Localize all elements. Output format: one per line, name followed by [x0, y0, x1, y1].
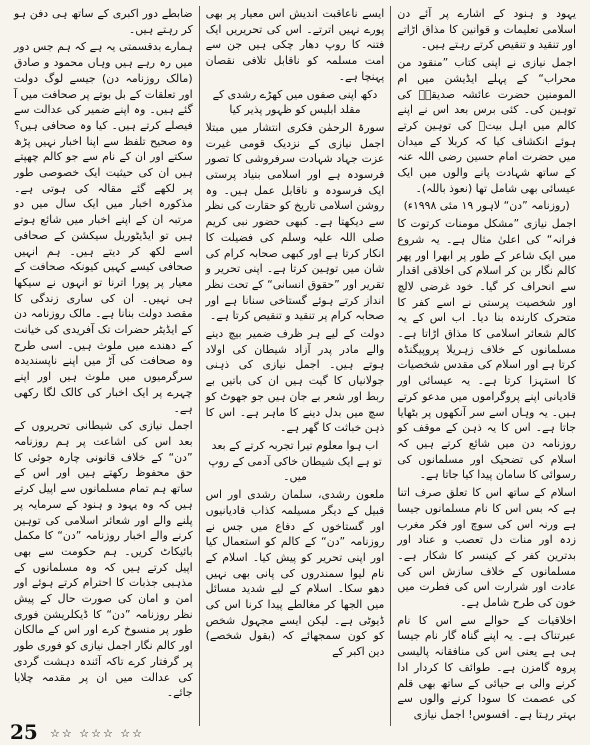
page-footer: [0, 721, 590, 743]
page-number: 25: [10, 720, 38, 744]
column-right: [391, 6, 582, 726]
column-left: [8, 6, 200, 726]
verse: دکھ اپنی صفوں میں کھڑے رشدی کے مقلد ابلیس کو ظہور پذیر کیا: [212, 87, 378, 117]
paragraph: ضابطے دور اکبری کے ساتھ ہی دفن ہو کر رہتے ہیں۔: [13, 7, 193, 36]
paragraph: دولت کے لیے ہر ظرف ضمیر بیچ دینے والے مادر پدر آزاد شیطان کی اولاد ہوتے ہیں۔ اجمل نیازی کی ذہنی جولانیاں کا گیت ہیں ان کی باتیں بے ربط اور شعر بے جان ہیں جو جھوٹ کو سچ میں بدل دینے کا ماہر ہے۔ اس کا ذہن خباثت کا گھر ہے۔: [205, 327, 385, 435]
separator-stars: ☆☆ ☆☆☆ ☆☆: [50, 727, 145, 740]
text-columns: [8, 6, 582, 726]
paragraph: ہمارے بدقسمتی یہ ہے کہ ہم جس دور میں رہ رہے ہیں وہاں محمود و صادق (مالک روزنامہ دن) جیسے لوگ دولت اور تعلقات کے بل بوتے پر صحافت میں آ گئے ہیں۔ وہ اپنے ضمیر کی عدالت سے فیصلے کرتے ہیں۔ کیا وہ صحافی ہیں؟ وہ صحیح تلفظ سے اپنا اخبار نہیں پڑھ سکتے اور ان کے نام سے جو کالم چھپتے ہیں ان کی حیثیت ایک خصوصی طور پر لکھے گئے مقالہ کی ہوتی ہے۔ مذکورہ اخبار میں ایک سال میں دو مرتبہ ان کے اپنے اخبار میں شائع ہوتے ہیں تو ایڈیٹوریل سیکشن کے صحافی اسے لکھ کر دیتے ہیں۔ ہم انہیں صحافی کیسے کہیں کیونکہ صحافت کے معیار پر پورا اترنا تو انہوں نے سیکھا ہی نہیں۔ ان کی ساری زندگی کا مقصد دولت بنانا ہے۔ مالک روزنامہ دن کے ایڈیٹر حضرات تک آفریدی کی خیانت کے دھندے میں ملوث ہیں۔ اسی طرح وہ صحافت کی آڑ میں اپنے ناپسندیدہ سرگرمیوں میں ملوث ہیں اور اپنے چہرے پر ایک اخبار کی کالک لگا رکھی ہے۔: [13, 40, 193, 415]
paragraph: اجمل نیازی کی شیطانی تحریروں کے بعد اس کی اشاعت پر ہم روزنامہ ”دن“ کے خلاف قانونی چارہ جوئی کا حق محفوظ رکھتے ہیں اور اس کے ساتھ ہم تمام مسلمانوں سے اپیل کرتے ہیں کہ وہ یہود و ہنود کے سرمایہ پر پلنے والے اور شعائر اسلامی کی توہین کرنے والے اخبار روزنامہ ”دن“ کا مکمل بائیکاٹ کریں۔ ہم حکومت سے بھی اپیل کرتے ہیں کہ وہ مسلمانوں کے مذہبی جذبات کا احترام کرتے ہوئے اور امن و امان کی صورت حال کے پیش نظر روزنامہ ”دن“ کا ڈیکلریشن فوری طور پر منسوخ کرے اور اس کے مالکان اور کالم نگار اجمل نیازی کو فوری طور پر گرفتار کرے تاکہ آئندہ دہشت گردی کی عدالت میں ان پر مقدمہ چلایا جائے۔: [13, 419, 193, 700]
paragraph: اخلاقیات کے حوالے سے اس کا نام عبرتناک ہے۔ یہ اپنے گناہ گار نام جیسا ہی ہے یعنی اس کی منافقانہ پالیسی پروہ گامزن ہے۔ طوائف کا کردار ادا کرنے والی بے حیائی کے ساتھ بھی قلم کی عصمت کا سودا کرنے والوں سے بہتر رہتا ہے۔ افسوس! اجمل نیازی: [397, 613, 576, 721]
paragraph: اجمل نیازی نے اپنی کتاب ”منقود من محراب“ کے پہلے ایڈیشن میں ام المومنین حضرت عائشہ صدیقہؓ کی توہین کی۔ کئی برس بعد اس نے اپنے کالم میں اہل بیتؓ کی توہین کرتے ہوئے انکشاف کیا کہ کربلا کے میدان میں حضرت امام حسین رضی اللہ عنہ کے ساتھ شہادت پانے والوں میں ایک عیسائی بھی شامل تھا (نعوذ باللہ)۔: [397, 56, 576, 195]
paragraph: ملعون رشدی، سلمان رشدی اور اس قبیل کے دیگر مسیلمہ کذاب قادیانیوں اور گستاخوں کے دفاع میں جس نے روزنامہ ”دن“ کے کالم کو استعمال کیا اور اپنی تحریر کو پیش کیا۔ اسلام کے نام لیوا سمندروں کی پانی بھی نہیں دھو سکا۔ اسلام کے لیے شدید مسائل میں الجھا کر مغالطے پیدا کرنا اس کی ڈیوٹی ہے۔ لیکن ایسے مجہول شخص کو کون سمجھائے کہ (بقول شخصے) دین اکبر کے: [205, 488, 385, 659]
verse: اب ہوا معلوم تیرا تجربہ کرتے کے بعد تو ہے ایک شیطان خاکی آدمی کے روپ میں۔: [208, 438, 382, 484]
paragraph: اجمل نیازی ”مشکل مومنات کرتوت کا فرانہ“ کی اعلیٰ مثال ہے۔ یہ شروع میں ایک شاعر کے طور پر ابھرا اور پھر کالم نگار بن کر اسلام کی اخلاقی اقدار سے انحراف کر گیا۔ خود غرضی لالچ اور شخصیت پرستی نے اسے کفر کا متحرک کارندہ بنا دیا۔ اب اس کے یہ کالم شعائر اسلامی کا مذاق اڑاتا ہے۔ مسلمانوں کے خلاف زہریلا پروپیگنڈہ کرتا ہے اور اسلام کی مقدس شخصیات کا استہزا کرتا ہے۔ یہ عیسائی اور قادیانی اپنے پروگراموں میں مدعو کرتے ہیں۔ یہ وہاں اسے سر آنکھوں پر بٹھایا جاتا ہے۔ اس کا یہ ذہن کے موقف کو روزنامہ دن میں شائع کرتے ہیں کہ اسلام کی تضحیک اور مسلمانوں کی رسوائی کا سامان پیدا کیا جاتا ہے۔: [397, 217, 576, 482]
paragraph: اسلام کے ساتھ اس کا تعلق صرف اتنا ہے کہ بس اس کا نام مسلمانوں جیسا ہے ورنہ اس کی سوچ اور فکر مغرب زدہ اور منات دل تعصب و عناد اور بدترین کفر کے کینسر کا شکار ہے۔ مسلمانوں کے خلاف سازش اس کی عادت اور شرارت اس کی فطرت میں خون کی طرح شامل ہے۔: [397, 486, 576, 610]
column-middle: [200, 6, 392, 726]
paragraph: سورۃ الرحمٰن فکری انتشار میں مبتلا اجمل نیازی کے نزدیک قومی غیرت عزت جہاد شہادت سرفروشی کا تصور فرسودہ ہے اور اسلامی بنیاد پرستی ایک فرسودہ و ناقابل عمل ہیں۔ وہ روشن اسلامی تاریخ کو حقارت کی نظر سے دیکھتا ہے۔ کبھی حضور نبی کریم صلی اللہ علیہ وسلم کی فضیلت کا انکار کرتا ہے اور کبھی صحابہ کرام کی شان میں توہین کرتا ہے۔ اپنی تحریر و تقریر اور ”حقوق انسانی“ کے تحت نظر انداز کرتے ہوئے گستاخی سنانا ہے اور صحابہ کرام پر تنقید و تنقیص کرتا ہے۔: [205, 120, 385, 323]
paragraph: ایسے ناعاقبت اندیش اس معیار پر بھی پورے نہیں اترتے۔ اس کی تحریریں ایک فتنہ کا روپ دھار چکی ہیں جن سے امت مسلمہ کو ناقابل تلافی نقصان پہنچا ہے۔: [205, 7, 385, 83]
paragraph: یہود و ہنود کے اشارے پر آئے دن اسلامی تعلیمات و قوانین کا مذاق اڑاتے اور تنقید و تنقیص کرتے رہتے ہیں۔: [397, 7, 576, 52]
citation: (روزنامہ ”دن“ لاہور ۱۹ مئی ۱۹۹۸ء): [403, 199, 570, 213]
